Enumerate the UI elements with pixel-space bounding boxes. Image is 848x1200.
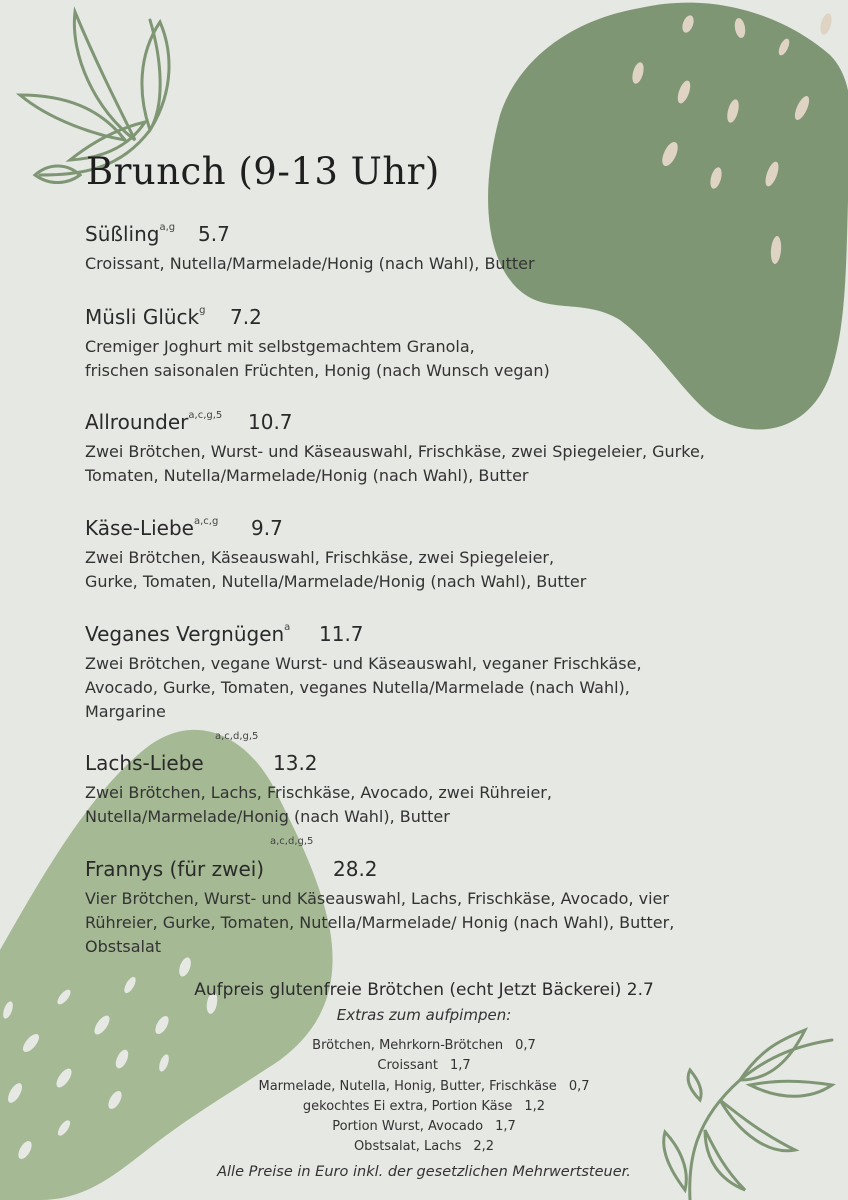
extra-label: Marmelade, Nutella, Honig, Butter, Frischkäse — [258, 1078, 557, 1094]
extra-row — [0, 1117, 848, 1137]
extra-row — [0, 1077, 848, 1097]
menu-item-description — [85, 652, 642, 724]
menu-item-name: Veganes Vergnügen — [85, 622, 285, 646]
description-line: Zwei Brötchen, vegane Wurst- und Käseauswahl, veganer Frischkäse, — [85, 654, 642, 673]
menu-item-muesli-glueck — [85, 305, 550, 383]
menu-item-price: 11.7 — [319, 622, 364, 646]
menu-item-header — [85, 622, 642, 652]
menu-item-name: Süßling — [85, 222, 160, 246]
extra-label: Portion Wurst, Avocado — [332, 1119, 484, 1135]
extra-row — [0, 1097, 848, 1117]
menu-item-suessling — [85, 222, 535, 276]
description-line: Nutella/Marmelade/Honig (nach Wahl), Butter — [85, 807, 450, 826]
menu-item-frannys — [85, 836, 675, 959]
menu-item-name: Lachs-Liebe — [85, 751, 204, 775]
allergen-codes: a,c,d,g,5 — [270, 836, 314, 847]
price-disclaimer: Alle Preise in Euro inkl. der gesetzlichen Mehrwertsteuer. — [217, 1164, 631, 1180]
menu-item-description — [85, 335, 550, 383]
menu-item-price: 9.7 — [251, 516, 283, 540]
description-line: Croissant, Nutella/Marmelade/Honig (nach Wahl), Butter — [85, 254, 535, 273]
allergen-codes: a,g — [159, 222, 176, 233]
extra-row — [0, 1137, 848, 1157]
description-line: Zwei Brötchen, Wurst- und Käseauswahl, Frischkäse, zwei Spiegeleier, Gurke, — [85, 442, 705, 461]
description-line: Tomaten, Nutella/Marmelade/Honig (nach Wahl), Butter — [85, 466, 529, 485]
allergen-codes: g — [199, 305, 206, 316]
allergen-codes: a,c,g — [193, 516, 219, 527]
menu-title: Brunch (9-13 Uhr) — [86, 150, 440, 193]
menu-item-price: 7.2 — [230, 305, 262, 329]
menu-item-kaese-liebe — [85, 516, 586, 594]
menu-item-header — [85, 305, 550, 335]
allergen-codes: a — [284, 622, 291, 633]
description-line: frischen saisonalen Früchten, Honig (nach Wunsch vegan) — [85, 361, 550, 380]
description-line: Margarine — [85, 702, 166, 721]
extra-price: 1,7 — [495, 1119, 516, 1135]
extra-price: 1,2 — [524, 1098, 546, 1114]
description-line: Avocado, Gurke, Tomaten, veganes Nutella/Marmelade (nach Wahl), — [85, 678, 630, 697]
extras-list — [0, 1036, 848, 1158]
menu-item-description — [85, 781, 552, 829]
extra-price: 0,7 — [568, 1078, 590, 1094]
menu-item-description — [85, 546, 586, 594]
description-line: Zwei Brötchen, Käseauswahl, Frischkäse, zwei Spiegeleier, — [85, 548, 555, 567]
extra-label: gekochtes Ei extra, Portion Käse — [302, 1098, 513, 1114]
glutenfree-surcharge: Aufpreis glutenfreie Brötchen (echt Jetzt Bäckerei) 2.7 — [194, 980, 654, 1000]
extras-title: Extras zum aufpimpen: — [336, 1006, 512, 1024]
allergen-codes: a,c,d,g,5 — [215, 731, 259, 742]
menu-item-description — [85, 252, 535, 276]
menu-item-price: 28.2 — [333, 857, 378, 881]
menu-item-name: Allrounder — [85, 410, 189, 434]
menu-item-header — [85, 222, 535, 252]
description-line: Zwei Brötchen, Lachs, Frischkäse, Avocado, zwei Rühreier, — [85, 783, 552, 802]
menu-item-header — [85, 516, 586, 546]
description-line: Obstsalat — [85, 937, 162, 956]
description-line: Gurke, Tomaten, Nutella/Marmelade/Honig (nach Wahl), Butter — [85, 572, 587, 591]
menu-item-price: 10.7 — [248, 410, 293, 434]
menu-item-name: Müsli Glück — [85, 305, 200, 329]
menu-item-description — [85, 887, 674, 959]
description-line: Cremiger Joghurt mit selbstgemachtem Granola, — [85, 337, 475, 356]
menu-item-description — [85, 440, 705, 488]
extra-price: 2,2 — [473, 1139, 495, 1155]
allergen-codes: a,c,g,5 — [188, 410, 223, 421]
extra-row — [0, 1056, 848, 1076]
menu-item-name: Frannys (für zwei) — [85, 857, 265, 881]
menu-item-lachs-liebe — [85, 731, 552, 829]
menu-item-header — [85, 857, 674, 887]
menu-item-name: Käse-Liebe — [85, 516, 194, 540]
menu-item-veganes-vergnuegen — [85, 622, 642, 724]
extra-row — [0, 1036, 848, 1056]
description-line: Rühreier, Gurke, Tomaten, Nutella/Marmelade/ Honig (nach Wahl), Butter, — [85, 913, 675, 932]
menu-item-price: 13.2 — [273, 751, 318, 775]
extra-label: Brötchen, Mehrkorn-Brötchen — [312, 1038, 504, 1053]
description-line: Vier Brötchen, Wurst- und Käseauswahl, Lachs, Frischkäse, Avocado, vier — [85, 889, 669, 908]
menu-item-header — [85, 751, 552, 781]
extra-label: Obstsalat, Lachs — [353, 1139, 462, 1155]
extra-price: 0,7 — [515, 1038, 536, 1053]
menu-item-header — [85, 410, 705, 440]
extra-price: 1,7 — [449, 1058, 471, 1074]
extra-label: Croissant — [377, 1058, 438, 1074]
menu-item-price: 5.7 — [198, 222, 230, 246]
menu-item-allrounder — [85, 410, 705, 488]
